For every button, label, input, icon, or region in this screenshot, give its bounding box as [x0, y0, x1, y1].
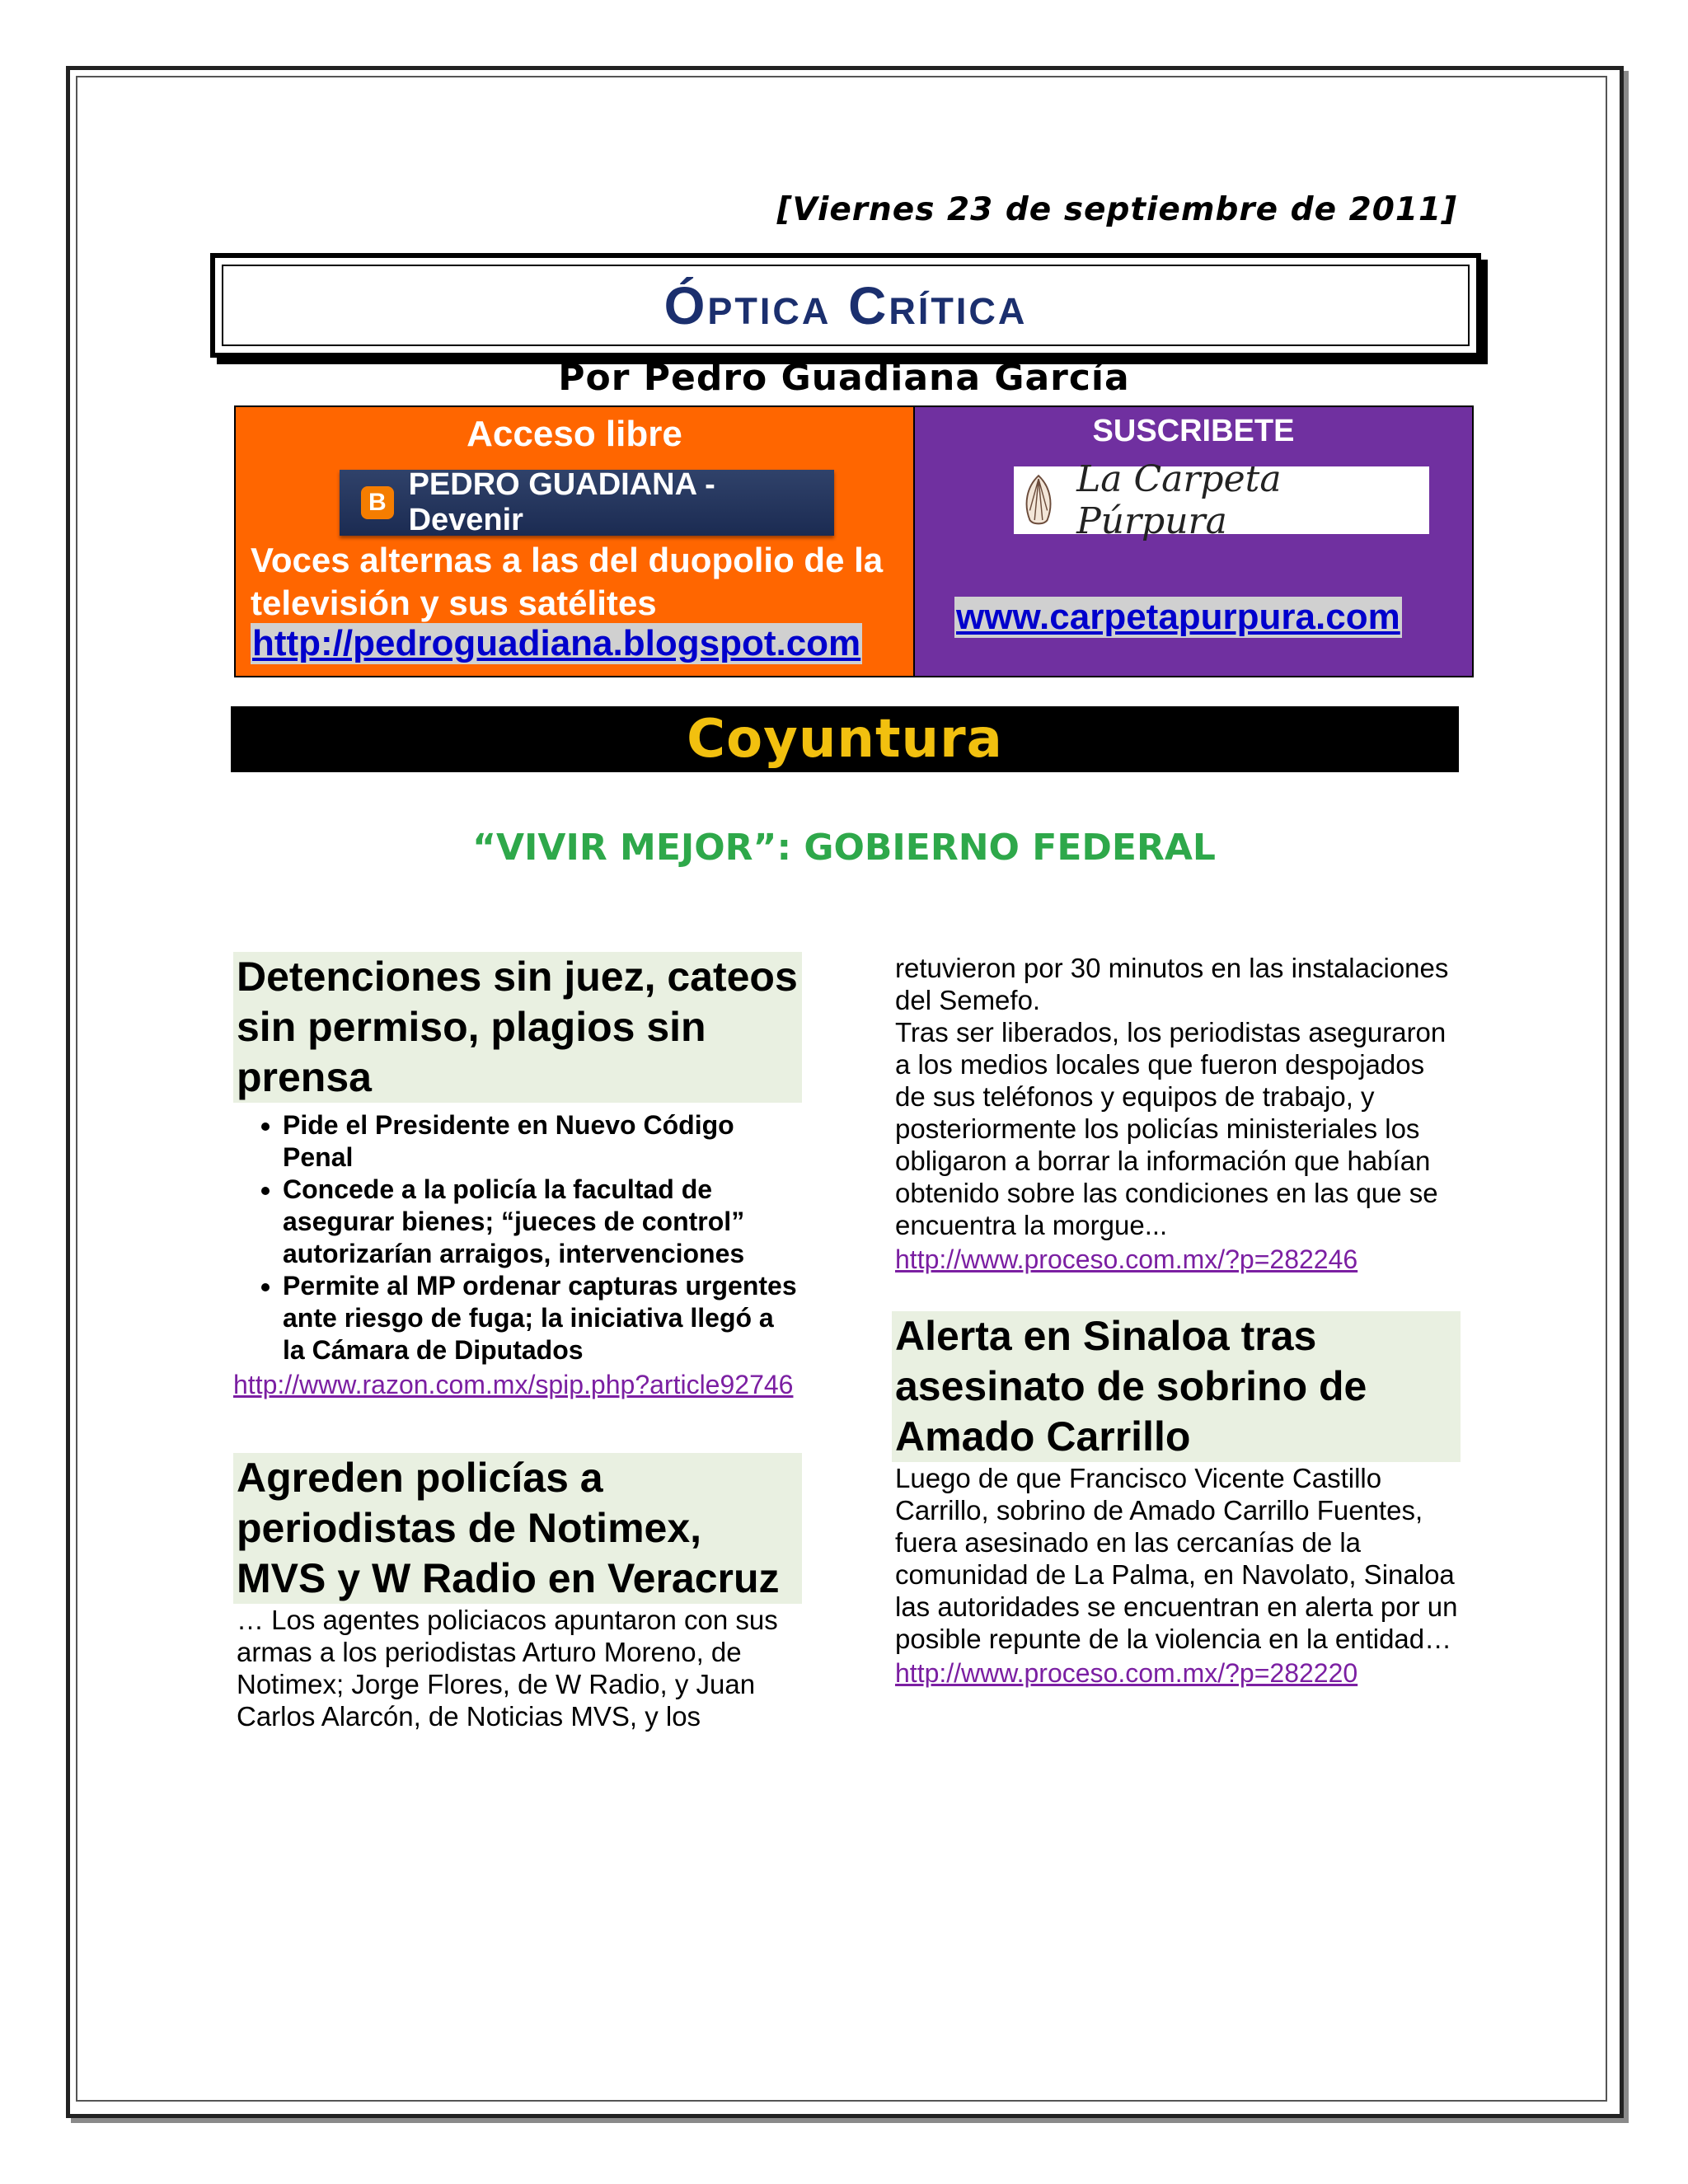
shell-icon — [1019, 471, 1058, 529]
bullet-item: • Permite al MP ordenar capturas urgentes ante riesgo de fuga; la iniciativa llegó a la Cámara de Diputados — [283, 1270, 802, 1366]
blogger-icon: B — [361, 486, 394, 519]
article-headline: Alerta en Sinaloa tras asesinato de sobrino de Amado Carrillo — [892, 1311, 1461, 1462]
subscribe-heading: SUSCRIBETE — [1092, 414, 1295, 448]
promo-blog-panel — [236, 407, 915, 676]
article-bullets — [233, 1109, 802, 1366]
article-body-continued: Tras ser liberados, los periodistas aseguraron a los medios locales que fueron despojados de sus teléfonos y equipos de trabajo, y posteriormente los policías ministeriales los obligaron a borrar la información que habían obtenido sobre las condiciones en las que se encuentra la morgue... — [895, 1017, 1447, 1240]
article-body-continued: retuvieron por 30 minutos en las instalaciones del Semefo. — [895, 953, 1449, 1015]
promo-banner — [234, 405, 1474, 677]
article-link[interactable]: http://www.razon.com.mx/spip.php?article92746 — [233, 1370, 794, 1399]
carpeta-logo-text: La Carpeta Púrpura — [1076, 458, 1282, 542]
article-headline: Agreden policías a periodistas de Notimex, MVS y W Radio en Veracruz — [233, 1453, 802, 1604]
carpeta-link[interactable]: www.carpetapurpura.com — [956, 597, 1400, 637]
spacer — [233, 1404, 802, 1453]
article-link[interactable]: http://www.proceso.com.mx/?p=282246 — [895, 1244, 1358, 1274]
section-bar — [231, 706, 1459, 772]
spacer — [892, 1278, 1461, 1311]
article-headline: Detenciones sin juez, cateos sin permiso, plagios sin prensa — [233, 952, 802, 1103]
column-right — [892, 952, 1461, 1692]
promo-blog-heading: Acceso libre — [467, 414, 682, 454]
issue-date: [Viernes 23 de septiembre de 2011] — [776, 191, 1457, 228]
article-body: Luego de que Francisco Vicente Castillo Carrillo, sobrino de Amado Carrillo Fuentes, fuera asesinado en las cercanías de la comunidad de La Palma, en Navolato, Sinaloa las autoridades se encuentran en alerta por un posible repunte de la violencia en la entidad… — [895, 1463, 1458, 1654]
blogger-banner[interactable] — [340, 467, 834, 537]
masthead-title: Óptica Crítica — [663, 275, 1028, 335]
article-link[interactable]: http://www.proceso.com.mx/?p=282220 — [895, 1658, 1358, 1688]
bullet-item: • Pide el Presidente en Nuevo Código Penal — [283, 1109, 802, 1174]
article-body: … Los agentes policiacos apuntaron con sus armas a los periodistas Arturo Moreno, de Notimex; Jorge Flores, de W Radio, y Juan Carlos Alarcón, de Noticias MVS, y los — [237, 1605, 778, 1732]
promo-subscribe-panel — [915, 407, 1472, 676]
column-left — [233, 952, 802, 1732]
blog-link[interactable]: http://pedroguadiana.blogspot.com — [252, 623, 861, 663]
bullet-item: • Concede a la policía la facultad de asegurar bienes; “jueces de control” autorizarían arraigos, intervenciones — [283, 1174, 802, 1270]
promo-tagline: Voces alternas a las del duopolio de la televisión y sus satélites — [251, 541, 884, 622]
section-title: Coyuntura — [687, 709, 1003, 770]
masthead-inner — [222, 265, 1470, 346]
byline: Por Pedro Guadiana García — [558, 357, 1130, 399]
masthead-box — [210, 253, 1481, 358]
carpeta-purpura-logo[interactable] — [1014, 458, 1429, 542]
blogger-label: PEDRO GUADIANA - Devenir — [408, 467, 715, 537]
section-subhead: “VIVIR MEJOR”: GOBIERNO FEDERAL — [472, 827, 1216, 869]
